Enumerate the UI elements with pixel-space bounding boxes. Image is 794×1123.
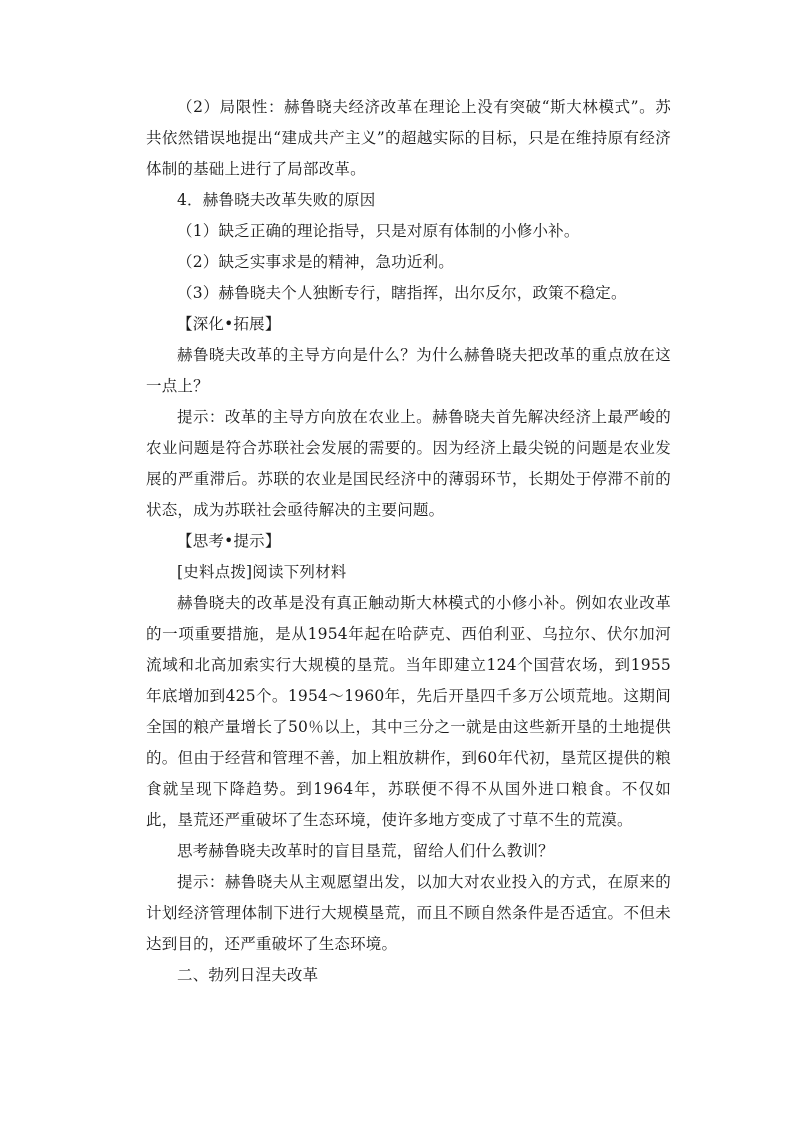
section-heading-brezhnev-reform: 二、勃列日涅夫改革: [177, 966, 319, 984]
question-paragraph: 赫鲁晓夫改革的主导方向是什么？为什么赫鲁晓夫把改革的重点放在这一点上？: [146, 346, 671, 395]
document-body: [146, 92, 671, 991]
paragraph-limitations: （2）局限性：赫鲁晓夫经济改革在理论上没有突破“斯大林模式”。苏共依然错误地提出“建成共产主义”的超越实际的目标，只是在维持原有经济体制的基础上进行了局部改革。: [146, 98, 671, 178]
thinking-question: 思考赫鲁晓夫改革时的盲目垦荒，留给人们什么教训？: [177, 842, 554, 860]
section-heading-deepen-extend: 【深化•拓展】: [177, 315, 281, 333]
section-heading-think-hint: 【思考•提示】: [177, 532, 281, 550]
source-material-label: [史料点拨]阅读下列材料: [177, 563, 347, 581]
source-material-paragraph: 赫鲁晓夫的改革是没有真正触动斯大林模式的小修小补。例如农业改革的一项重要措施，是从1954年起在哈萨克、西伯利亚、乌拉尔、伏尔加河流域和北高加索实行大规模的垦荒。当年即建立124个国营农场，到1955年底增加到425个。1954～1960年，先后开垦四千多万公顷荒地。这期间全国的粮产量增长了50％以上，其中三分之一就是由这些新开垦的土地提供的。但由于经营和管理不善，加上粗放耕作，到60年代初，垦荒区提供的粮食就呈现下降趋势。到1964年，苏联便不得不从国外进口粮食。不仅如此，垦荒还严重破坏了生态环境，使许多地方变成了寸草不生的荒漠。: [146, 594, 671, 829]
thinking-hint: 提示：赫鲁晓夫从主观愿望出发，以加大对农业投入的方式，在原来的计划经济管理体制下进行大规模垦荒，而且不顾自然条件是否适宜。不但未达到目的，还严重破坏了生态环境。: [146, 873, 671, 953]
list-item-reason-1: （1）缺乏正确的理论指导，只是对原有体制的小修小补。: [177, 222, 580, 240]
list-item-reason-2: （2）缺乏实事求是的精神，急功近利。: [177, 253, 454, 271]
list-item-reason-3: （3）赫鲁晓夫个人独断专行，瞎指挥，出尔反尔，政策不稳定。: [177, 284, 627, 302]
section-heading-failure-reasons: 4．赫鲁晓夫改革失败的原因: [177, 191, 376, 209]
hint-paragraph: 提示：改革的主导方向放在农业上。赫鲁晓夫首先解决经济上最严峻的农业问题是符合苏联社会发展的需要的。因为经济上最尖锐的问题是农业发展的严重滞后。苏联的农业是国民经济中的薄弱环节，长期处于停滞不前的状态，成为苏联社会亟待解决的主要问题。: [146, 408, 671, 519]
